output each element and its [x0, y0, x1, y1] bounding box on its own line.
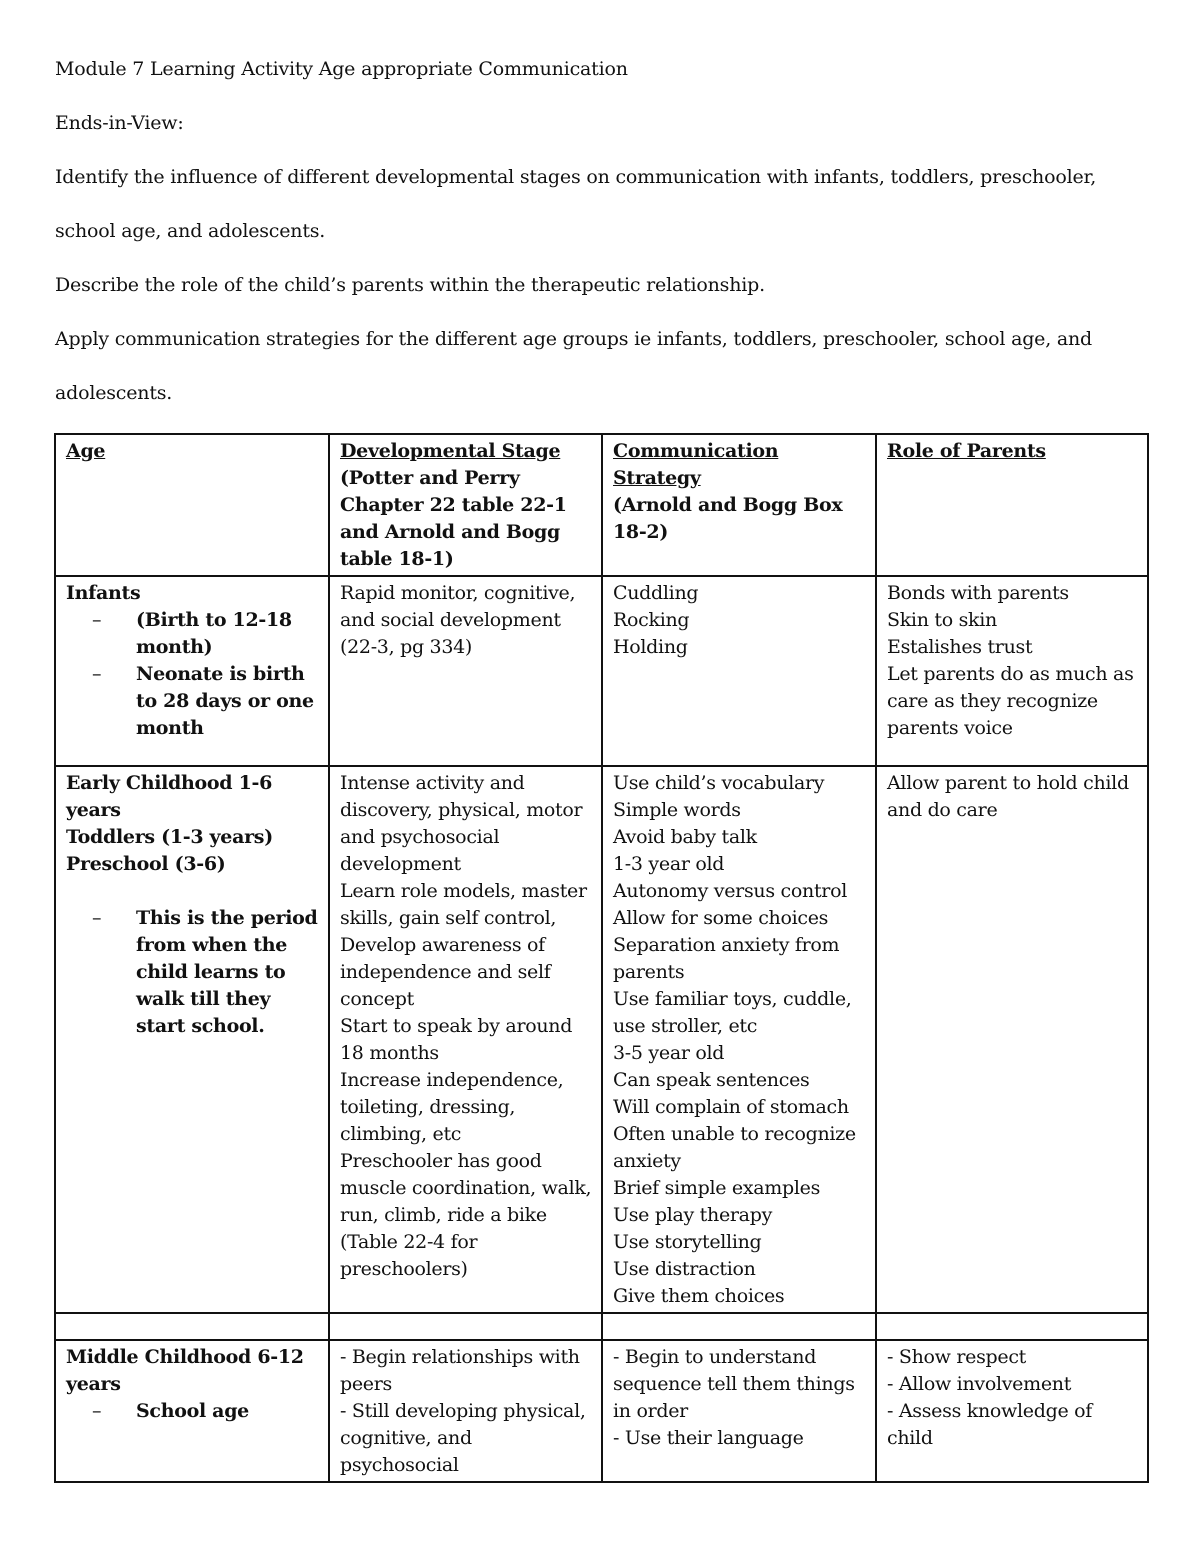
empty-cell: [876, 1313, 1148, 1340]
list-item: Develop awareness of independence and self concept: [340, 934, 551, 1010]
list-item: Give them choices: [613, 1285, 785, 1307]
list-item: Intense activity and discovery, physical, motor and psychosocial development: [340, 772, 583, 875]
list-item: Rocking: [613, 609, 690, 631]
list-item: – This is the period from when the child learns to walk till they start school.: [66, 905, 322, 1040]
list-item: - Begin relationships with peers: [340, 1346, 580, 1395]
middle-comm-cell: [602, 1340, 876, 1482]
middle-age-cell: [55, 1340, 329, 1482]
objective-1-line-2: school age, and adolescents.: [55, 220, 326, 242]
infants-role-cell: [876, 576, 1148, 766]
infants-age-cell: [55, 576, 329, 766]
list-item: Skin to skin: [887, 609, 997, 631]
list-item: Use child’s vocabulary: [613, 772, 825, 794]
list-item: (Table 22-4 for preschoolers): [340, 1231, 478, 1280]
list-item: - Use their language: [613, 1427, 804, 1449]
table-row-empty: [55, 1313, 1148, 1340]
objective-3-line-1: Apply communication strategies for the different age groups ie infants, toddlers, preschooler, school age, and: [55, 328, 1093, 350]
list-item: Learn role models, master skills, gain self control,: [340, 880, 587, 929]
intro-section: [55, 56, 1155, 407]
header-dev-title: Developmental Stage: [340, 440, 561, 462]
list-item: – Neonate is birth to 28 days or one month: [66, 661, 322, 742]
list-item: Use storytelling: [613, 1231, 762, 1253]
list-item: Cuddling: [613, 582, 699, 604]
header-dev-sub: (Potter and Perry Chapter 22 table 22-1 and Arnold and Bogg table 18-1): [340, 467, 567, 570]
table-row-infants: [55, 576, 1148, 766]
list-item: - Begin to understand sequence tell them things in order: [613, 1346, 855, 1422]
list-item: 1-3 year old: [613, 853, 725, 875]
list-item: Holding: [613, 636, 688, 658]
list-item: Avoid baby talk: [613, 826, 757, 848]
list-item: Often unable to recognize anxiety: [613, 1123, 856, 1172]
list-item: - Allow involvement: [887, 1373, 1072, 1395]
early-age-cell: [55, 766, 329, 1313]
early-role-cell: [876, 766, 1148, 1313]
infants-dev-cell: [329, 576, 602, 766]
middle-role-cell: [876, 1340, 1148, 1482]
early-age-list: [66, 905, 322, 1040]
list-item: Preschooler has good muscle coordination, walk, run, climb, ride a bike: [340, 1150, 592, 1226]
infants-comm-cell: [602, 576, 876, 766]
list-item: Will complain of stomach: [613, 1096, 849, 1118]
module-title: Module 7 Learning Activity Age appropriate Communication: [55, 58, 628, 80]
list-item: Use play therapy: [613, 1204, 773, 1226]
header-role-of-parents: [876, 434, 1148, 576]
list-item: Allow for some choices: [613, 907, 829, 929]
list-item: Estalishes trust: [887, 636, 1033, 658]
middle-age-list: [66, 1398, 322, 1425]
communication-table: [54, 433, 1149, 1483]
list-item: Let parents do as much as care as they recognize parents voice: [887, 663, 1134, 739]
list-item: Allow parent to hold child and do care: [887, 772, 1129, 821]
table-header-row: [55, 434, 1148, 576]
early-age-line-3: Preschool (3-6): [66, 853, 226, 875]
list-item: Use distraction: [613, 1258, 756, 1280]
header-role-label: Role of Parents: [887, 440, 1046, 462]
list-item: Separation anxiety from parents: [613, 934, 840, 983]
list-item: – (Birth to 12-18 month): [66, 607, 322, 661]
list-item: 3-5 year old: [613, 1042, 725, 1064]
objective-2: Describe the role of the child’s parents within the therapeutic relationship.: [55, 274, 765, 296]
middle-age-title: Middle Childhood 6-12 years: [66, 1346, 304, 1395]
empty-cell: [602, 1313, 876, 1340]
list-item: - Assess knowledge of child: [887, 1400, 1093, 1449]
list-item: Start to speak by around 18 months: [340, 1015, 573, 1064]
early-dev-cell: [329, 766, 602, 1313]
list-item: Bonds with parents: [887, 582, 1069, 604]
list-item: Simple words: [613, 799, 741, 821]
early-age-line-2: Toddlers (1-3 years): [66, 826, 273, 848]
table-row-early-childhood: [55, 766, 1148, 1313]
empty-cell: [55, 1313, 329, 1340]
early-age-line-1: Early Childhood 1-6 years: [66, 772, 273, 821]
header-comm-sub: (Arnold and Bogg Box 18-2): [613, 494, 843, 543]
list-item: Brief simple examples: [613, 1177, 821, 1199]
list-item: Increase independence, toileting, dressing, climbing, etc: [340, 1069, 564, 1145]
list-item: Autonomy versus control: [613, 880, 847, 902]
header-age: [55, 434, 329, 576]
header-developmental-stage: [329, 434, 602, 576]
header-communication-strategy: [602, 434, 876, 576]
list-item: - Still developing physical, cognitive, and psychosocial: [340, 1400, 586, 1476]
table-row-middle-childhood: [55, 1340, 1148, 1482]
list-item: – School age: [66, 1398, 322, 1425]
list-item: - Show respect: [887, 1346, 1027, 1368]
header-age-label: Age: [66, 440, 106, 462]
header-comm-title: Communication Strategy: [613, 440, 779, 489]
list-item: Rapid monitor, cognitive, and social development (22-3, pg 334): [340, 582, 576, 658]
ends-in-view-label: Ends-in-View:: [55, 112, 184, 134]
infants-age-title: Infants: [66, 582, 141, 604]
empty-cell: [329, 1313, 602, 1340]
objective-1-line-1: Identify the influence of different developmental stages on communication with infants, toddlers, preschooler,: [55, 166, 1097, 188]
list-item: Use familiar toys, cuddle, use stroller, etc: [613, 988, 852, 1037]
objective-3-line-2: adolescents.: [55, 382, 173, 404]
early-comm-cell: [602, 766, 876, 1313]
middle-dev-cell: [329, 1340, 602, 1482]
list-item: Can speak sentences: [613, 1069, 810, 1091]
infants-age-list: [66, 607, 322, 742]
